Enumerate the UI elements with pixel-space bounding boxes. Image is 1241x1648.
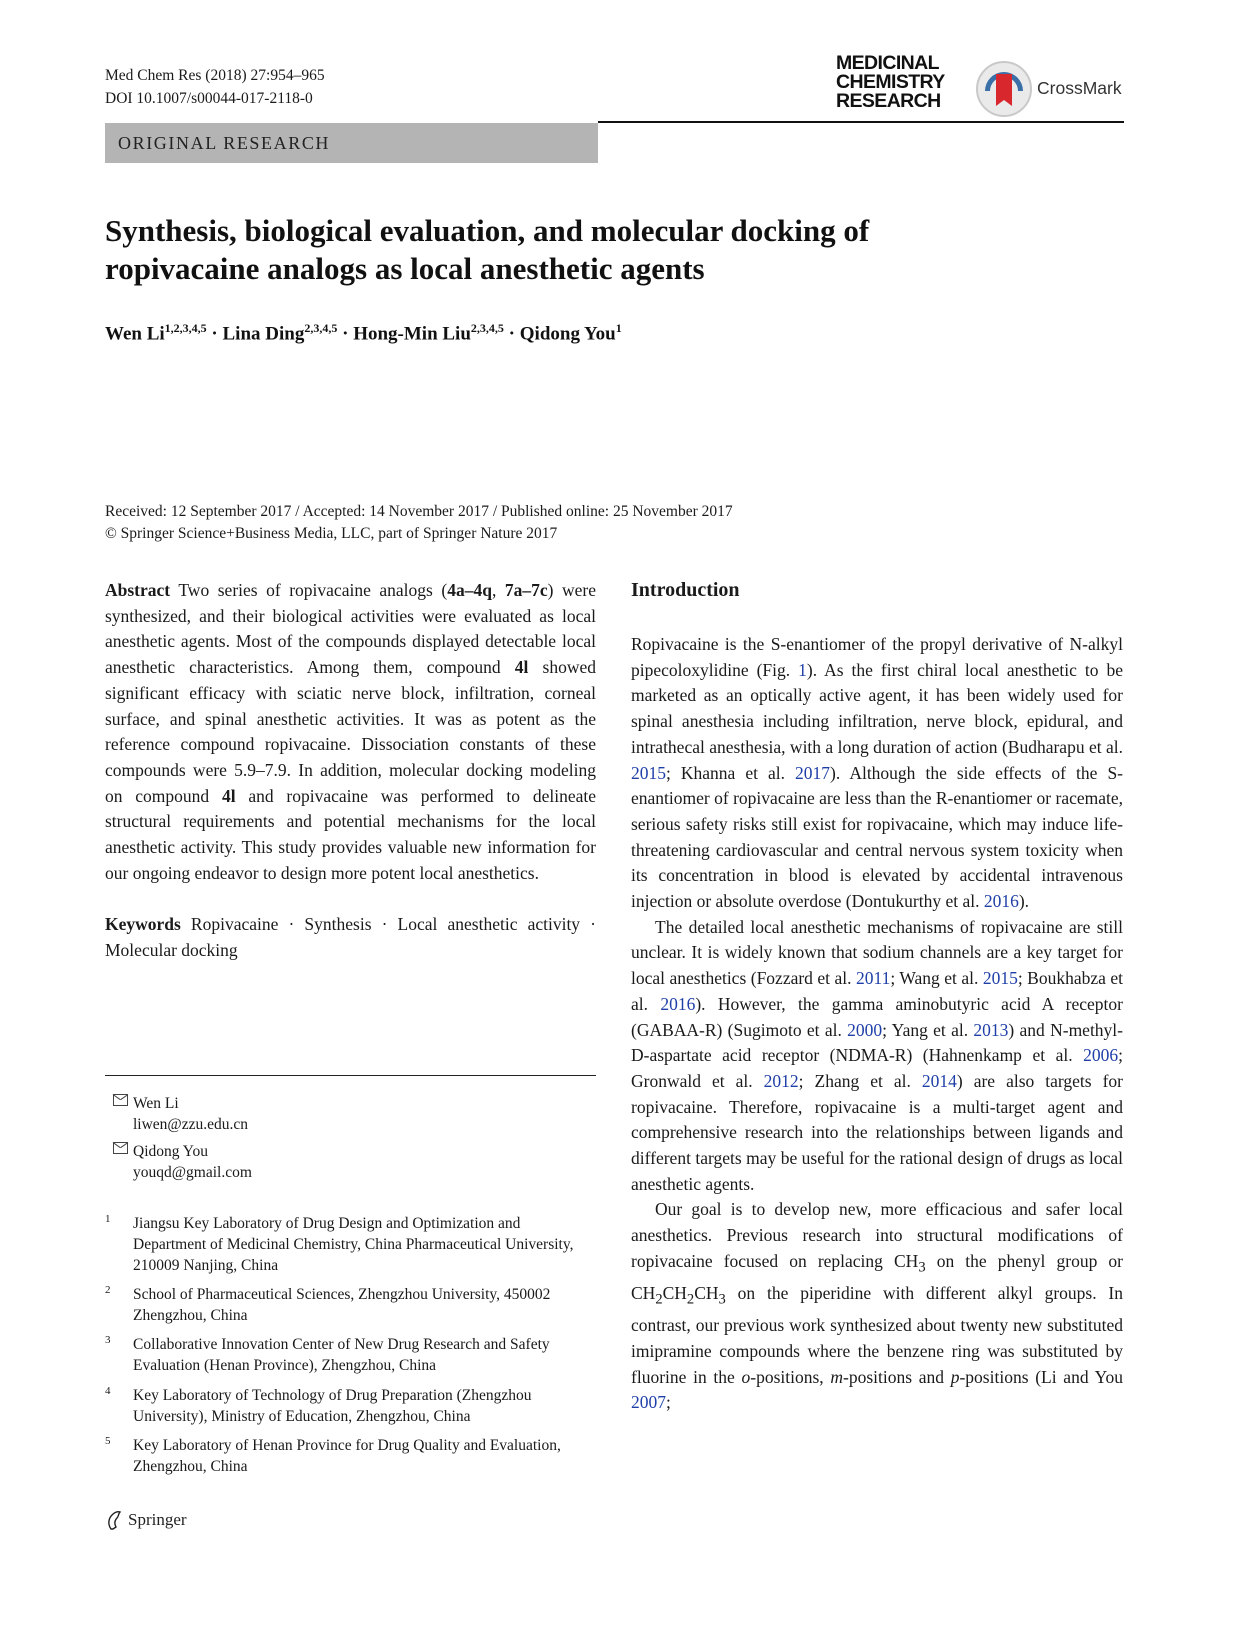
body-text: ). As the first chiral local anesthetic to be marketed as an optically active agent, it has been widely used for spinal anesthesia including infiltration, nerve block, epidural, and intrathecal anesthesia, with a long duration of action (Budharapu et al. bbox=[631, 659, 1123, 757]
compound-ref: 4a–4q bbox=[447, 580, 492, 600]
subscript: 3 bbox=[918, 1259, 926, 1276]
body-text: ; Khanna et al. bbox=[666, 762, 796, 783]
keywords-label: Keywords bbox=[105, 914, 181, 935]
introduction-heading: Introduction bbox=[631, 579, 740, 601]
journal-logo[interactable] bbox=[836, 54, 945, 111]
italic-text: m bbox=[830, 1366, 844, 1387]
body-text: ; Gronwald et al. bbox=[631, 1045, 1123, 1091]
citation-link[interactable]: 2013 bbox=[973, 1019, 1009, 1040]
left-column bbox=[105, 578, 596, 964]
footnote-rule bbox=[105, 1075, 596, 1076]
affiliation-number: 5 bbox=[105, 1435, 111, 1447]
body-text: ) and N-methyl-D-aspartate acid receptor (NDMA-R) (Hahnenkamp et al. bbox=[631, 1019, 1123, 1066]
doi[interactable]: DOI 10.1007/s00044-017-2118-0 bbox=[105, 90, 313, 107]
author-name[interactable]: Hong-Min Liu bbox=[353, 323, 471, 345]
body-text: -positions, bbox=[750, 1366, 831, 1387]
body-text: ) are also targets for ropivacaine. Therefore, ropivacaine is a multi-target agent and comprehensive research into the relationships between ligands and different targets may be useful for the rational design of drugs as local anesthetic agents. bbox=[631, 1070, 1124, 1194]
contact-email[interactable]: youqd@gmail.com bbox=[133, 1164, 252, 1181]
compound-ref: 4l bbox=[221, 785, 236, 806]
compound-ref: 7a–7c bbox=[504, 580, 548, 600]
title-line: Synthesis, biological evaluation, and molecular docking of bbox=[105, 213, 870, 248]
right-column bbox=[631, 578, 1123, 1416]
body-text: Ropivacaine is the S-enantiomer of the propyl derivative of N-alkyl pipecoloxylidine (Fig. bbox=[631, 634, 1123, 680]
citation-link[interactable]: 2011 bbox=[856, 968, 891, 989]
intro-paragraph-3 bbox=[631, 1197, 1123, 1416]
author-name[interactable]: Qidong You bbox=[519, 323, 616, 345]
abstract-text: showed significant efficacy with sciatic nerve block, infiltration, corneal surface, and spinal anesthetic activities. It was as potent as the reference compound ropivacaine. Dissociation constants of these compounds were 5.9–7.9. In addition, molecular docking modeling on compound bbox=[105, 657, 597, 806]
intro-paragraph-1 bbox=[631, 632, 1123, 915]
logo-line: CHEMISTRY bbox=[836, 71, 945, 93]
body-text: ). Although the side effects of the S-enantiomer of ropivacaine are less than the R-enantiomer or racemate, serious safety risks still exist for ropivacaine, which may induce life-threatening cardiovascular and central nervous system toxicity when its concentration in blood is elevated by accidental intravenous injection or absolute overdose (Dontukurthy et al. bbox=[631, 762, 1124, 912]
affiliation-number: 3 bbox=[105, 1334, 111, 1346]
italic-text: p bbox=[950, 1366, 960, 1387]
abstract bbox=[105, 578, 596, 886]
citation-link[interactable]: 2012 bbox=[763, 1070, 799, 1091]
body-text: -positions (Li and You bbox=[959, 1366, 1124, 1387]
keywords-list: Ropivacaine · Synthesis · Local anesthetic activity · Molecular docking bbox=[105, 914, 596, 961]
affiliation-number: 1 bbox=[105, 1213, 111, 1225]
author-separator: · bbox=[508, 323, 516, 345]
keywords bbox=[105, 912, 596, 963]
body-text: ; Yang et al. bbox=[882, 1019, 974, 1040]
citation-link[interactable]: 2006 bbox=[1083, 1045, 1119, 1066]
citation-link[interactable]: 2007 bbox=[631, 1392, 666, 1413]
abstract-text: and ropivacaine was performed to delineate structural requirements and potential mechanisms for the local anesthetic activity. This study provides valuable new information for our ongoing endeavor to design more potent local anesthetics. bbox=[105, 785, 596, 883]
body-text: ; Wang et al. bbox=[890, 968, 983, 989]
compound-ref: 4l bbox=[514, 657, 529, 678]
body-text: ; Boukhabza et al. bbox=[631, 968, 1123, 1014]
crossmark-icon[interactable] bbox=[975, 60, 1033, 118]
intro-paragraph-2 bbox=[631, 915, 1123, 1198]
body-text: ). However, the gamma aminobutyric acid A receptor (GABAA-R) (Sugimoto et al. bbox=[631, 993, 1123, 1040]
citation-link[interactable]: 2017 bbox=[795, 762, 831, 783]
author-affiliation-marks: 2,3,4,5 bbox=[304, 321, 338, 335]
body-text: ; Zhang et al. bbox=[798, 1070, 922, 1091]
envelope-icon bbox=[113, 1142, 128, 1154]
affiliation-text: School of Pharmaceutical Sciences, Zhengzhou University, 450002 Zhengzhou, China bbox=[133, 1286, 551, 1324]
citation-link[interactable]: 2015 bbox=[982, 968, 1018, 989]
article-title bbox=[105, 212, 1005, 288]
contact-wen-li bbox=[105, 1093, 596, 1135]
publisher-name: Springer bbox=[128, 1510, 187, 1529]
body-text: CH bbox=[662, 1283, 687, 1304]
contact-qidong-you bbox=[105, 1141, 596, 1183]
contact-name: Qidong You bbox=[133, 1143, 208, 1160]
contact-name: Wen Li bbox=[133, 1095, 179, 1112]
author-name[interactable]: Lina Ding bbox=[222, 323, 305, 345]
affiliation-text: Key Laboratory of Henan Province for Drug Quality and Evaluation, Zhengzhou, China bbox=[133, 1437, 561, 1475]
author-affiliation-marks: 1 bbox=[615, 321, 622, 335]
author-list bbox=[105, 321, 622, 345]
affiliation-number: 2 bbox=[105, 1284, 111, 1296]
logo-line: RESEARCH bbox=[836, 90, 941, 112]
logo-line: MEDICINAL bbox=[836, 52, 939, 74]
abstract-text: , bbox=[491, 580, 505, 600]
title-line: ropivacaine analogs as local anesthetic agents bbox=[105, 251, 705, 286]
body-text: Our goal is to develop new, more efficacious and safer local anesthetics. Previous research into structural modifications of ropivacaine focused on replacing CH bbox=[631, 1199, 1123, 1271]
abstract-label: Abstract bbox=[105, 580, 171, 600]
affiliation-text: Collaborative Innovation Center of New Drug Research and Safety Evaluation (Henan Province), Zhengzhou, China bbox=[133, 1336, 550, 1374]
figure-link[interactable]: 1 bbox=[798, 659, 807, 680]
author-name[interactable]: Wen Li bbox=[105, 323, 165, 345]
publisher-footer bbox=[105, 1509, 187, 1531]
affiliation bbox=[105, 1284, 596, 1326]
affiliation bbox=[105, 1334, 596, 1376]
copyright-line: © Springer Science+Business Media, LLC, part of Springer Nature 2017 bbox=[105, 525, 558, 542]
subscript: 3 bbox=[718, 1291, 726, 1308]
subscript: 2 bbox=[686, 1291, 695, 1308]
journal-reference bbox=[105, 64, 325, 110]
body-text: ). bbox=[1018, 891, 1030, 912]
abstract-text: ) were synthesized, and their biological activities were evaluated as local anesthetic agents. Most of the compounds displayed detectable local anesthetic characteristics. Among them, compound bbox=[105, 580, 597, 678]
citation-link[interactable]: 2016 bbox=[660, 993, 696, 1014]
header-rule bbox=[598, 121, 1124, 123]
publication-dates bbox=[105, 501, 733, 545]
body-text: The detailed local anesthetic mechanisms of ropivacaine are still unclear. It is widely known that sodium channels are a key target for local anesthetics (Fozzard et al. bbox=[631, 916, 1123, 989]
affiliation-number: 4 bbox=[105, 1385, 111, 1397]
author-separator: · bbox=[211, 323, 218, 345]
citation-link[interactable]: 2016 bbox=[983, 891, 1019, 912]
affiliation-text: Key Laboratory of Technology of Drug Preparation (Zhengzhou University), Ministry of Education, Zhengzhou, China bbox=[133, 1387, 532, 1425]
subscript: 2 bbox=[655, 1291, 663, 1308]
affiliation bbox=[105, 1385, 596, 1427]
contact-email[interactable]: liwen@zzu.edu.cn bbox=[133, 1116, 248, 1133]
affiliation-text: Jiangsu Key Laboratory of Drug Design and Optimization and Department of Medicinal Chemistry, China Pharmaceutical University, 210009 Nanjing, China bbox=[133, 1215, 574, 1274]
journal-citation: Med Chem Res (2018) 27:954–965 bbox=[105, 67, 325, 84]
body-text: -positions and bbox=[843, 1366, 951, 1387]
dates-line: Received: 12 September 2017 / Accepted: 14 November 2017 / Published online: 25 November 2017 bbox=[105, 503, 733, 520]
springer-horse-icon bbox=[105, 1509, 125, 1531]
article-type-banner: ORIGINAL RESEARCH bbox=[105, 123, 598, 163]
citation-link[interactable]: 2015 bbox=[631, 762, 666, 783]
author-separator: · bbox=[342, 323, 349, 345]
body-text: ; bbox=[666, 1392, 671, 1413]
citation-link[interactable]: 2000 bbox=[847, 1019, 883, 1040]
crossmark-label[interactable]: CrossMark bbox=[1037, 78, 1122, 98]
abstract-text: Two series of ropivacaine analogs ( bbox=[170, 580, 448, 600]
affiliation bbox=[105, 1213, 596, 1276]
body-text: CH bbox=[694, 1283, 719, 1304]
author-affiliation-marks: 1,2,3,4,5 bbox=[164, 321, 207, 335]
affiliation bbox=[105, 1435, 596, 1477]
envelope-icon bbox=[113, 1094, 128, 1106]
body-text: on the piperidine with different alkyl groups. In contrast, our previous work synthesized about twenty new substituted imipramine compounds where the benzene ring was substituted by fluorine in the bbox=[631, 1283, 1123, 1387]
body-text: on the phenyl group or CH bbox=[631, 1250, 1123, 1304]
citation-link[interactable]: 2014 bbox=[921, 1070, 957, 1091]
italic-text: o bbox=[741, 1366, 751, 1387]
author-affiliation-marks: 2,3,4,5 bbox=[470, 321, 504, 335]
